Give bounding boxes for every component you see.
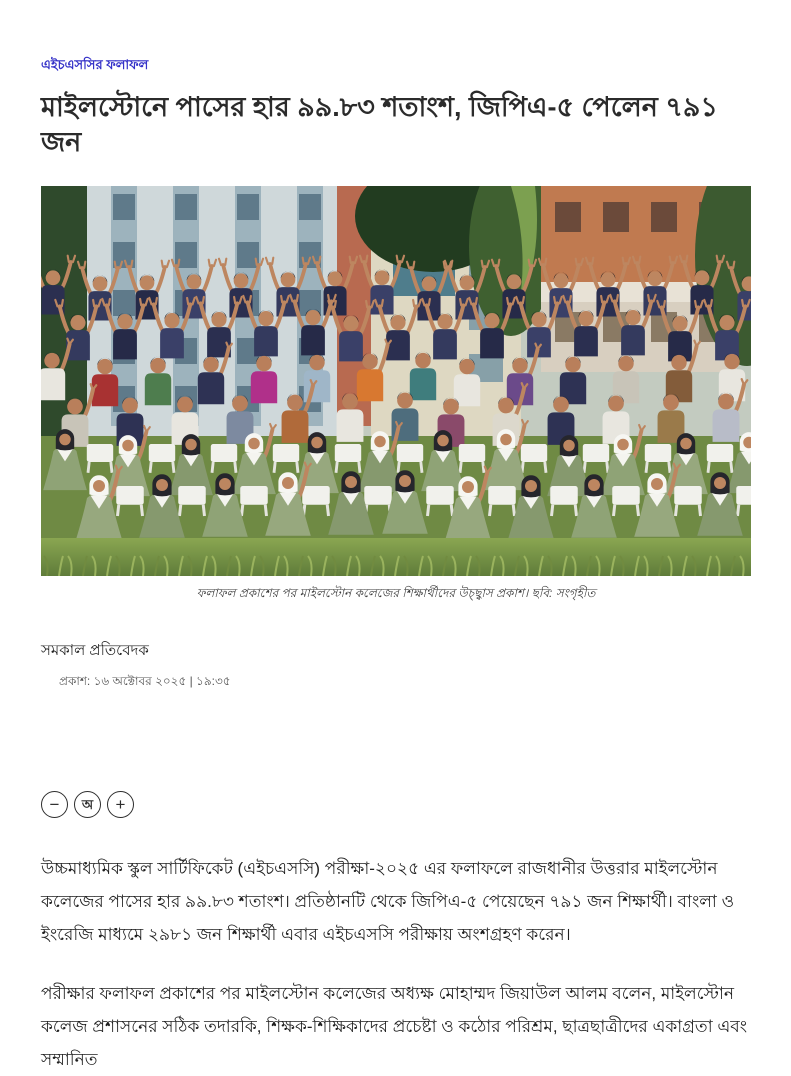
bengali-letter-icon: অ	[81, 797, 94, 813]
article-photo-illustration	[41, 186, 751, 576]
author-byline: সমকাল প্রতিবেদক	[41, 642, 149, 660]
article-body	[41, 852, 751, 1076]
article-paragraph: পরীক্ষার ফলাফল প্রকাশের পর মাইলস্টোন কলেজের অধ্যক্ষ মোহাম্মদ জিয়াউল আলম বলেন, মাইলস্টোন কলেজ প্রশাসনের সঠিক তদারকি, শিক্ষক-শিক্ষিকাদের প্রচেষ্টা ও কঠোর পরিশ্রম, ছাত্রছাত্রীদের একাগ্রতা এবং সম্মানিত	[41, 984, 748, 1070]
plus-icon: +	[115, 795, 126, 815]
font-decrease-button[interactable]	[41, 791, 68, 818]
publish-date: প্রকাশ: ১৬ অক্টোবর ২০২৫ | ১৯:৩৫	[59, 674, 231, 689]
font-size-controls	[41, 791, 751, 818]
font-increase-button[interactable]	[107, 791, 134, 818]
article-photo	[41, 186, 751, 576]
category-link[interactable]: এইচএসসির ফলাফল	[41, 57, 149, 72]
photo-caption: ফলাফল প্রকাশের পর মাইলস্টোন কলেজের শিক্ষার্থীদের উচ্ছ্বাস প্রকাশ। ছবি: সংগৃহীত	[196, 586, 596, 601]
minus-icon: −	[49, 795, 60, 815]
article-paragraph: উচ্চমাধ্যমিক স্কুল সার্টিফিকেট (এইচএসসি) পরীক্ষা-২০২৫ এর ফলাফলে রাজধানীর উত্তরার মাইলস্টোন কলেজের পাসের হার ৯৯.৮৩ শতাংশ। প্রতিষ্ঠানটি থেকে জিপিএ-৫ পেয়েছেন ৭৯১ জন শিক্ষার্থী। বাংলা ও ইংরেজি মাধ্যমে ২৯৮১ জন শিক্ষার্থী এবার এইচএসসি পরীক্ষায় অংশগ্রহণ করেন।	[41, 859, 735, 945]
article-headline: মাইলস্টোনে পাসের হার ৯৯.৮৩ শতাংশ, জিপিএ-৫ পেলেন ৭৯১ জন	[41, 92, 718, 158]
font-base-button[interactable]	[74, 791, 101, 818]
